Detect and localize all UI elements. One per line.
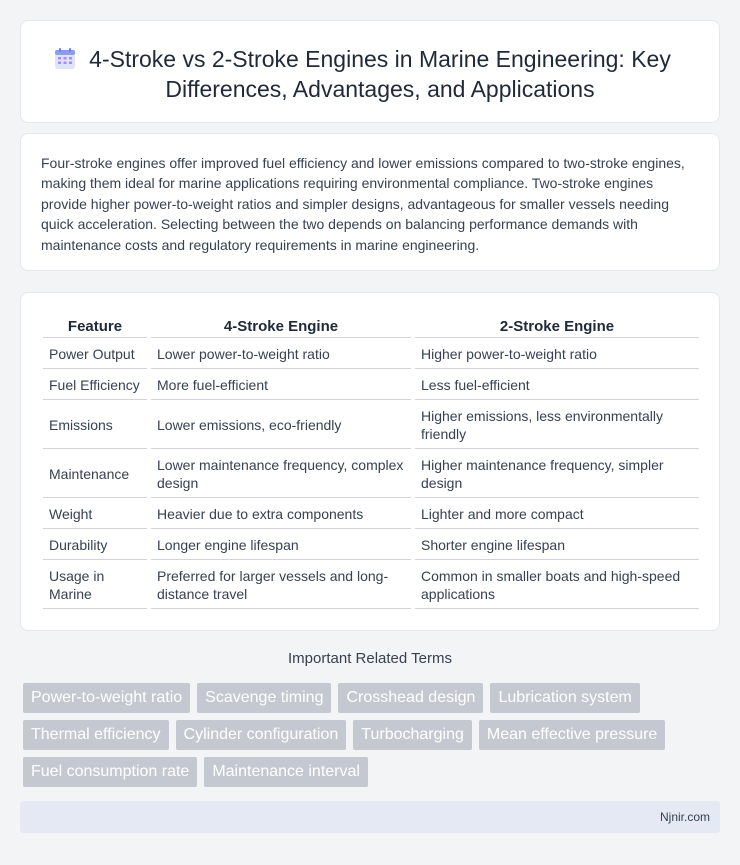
row-feature: Maintenance — [43, 449, 147, 498]
row-2-stroke: Higher maintenance frequency, simpler design — [415, 449, 699, 498]
related-terms-list — [23, 683, 713, 787]
row-2-stroke: Shorter engine lifespan — [415, 529, 699, 560]
related-terms-title: Important Related Terms — [288, 650, 452, 667]
table-row — [43, 369, 699, 400]
row-2-stroke: Common in smaller boats and high-speed applications — [415, 560, 699, 609]
row-4-stroke: Lower maintenance frequency, complex design — [151, 449, 411, 498]
row-feature: Weight — [43, 498, 147, 529]
row-2-stroke: Less fuel-efficient — [415, 369, 699, 400]
related-term-tag[interactable]: Power-to-weight ratio — [23, 683, 190, 713]
table-row — [43, 338, 699, 369]
related-term-tag[interactable]: Mean effective pressure — [479, 720, 665, 750]
table-row — [43, 529, 699, 560]
table-row — [43, 400, 699, 449]
row-feature: Fuel Efficiency — [43, 369, 147, 400]
related-term-tag[interactable]: Thermal efficiency — [23, 720, 169, 750]
row-4-stroke: Heavier due to extra components — [151, 498, 411, 529]
related-term-tag[interactable]: Turbocharging — [353, 720, 472, 750]
related-term-tag[interactable]: Crosshead design — [338, 683, 483, 713]
footer — [20, 801, 720, 833]
title-card — [20, 20, 720, 123]
row-2-stroke: Higher power-to-weight ratio — [415, 338, 699, 369]
row-2-stroke: Lighter and more compact — [415, 498, 699, 529]
table-row — [43, 560, 699, 609]
intro-card — [20, 133, 720, 271]
header-feature: Feature — [43, 314, 147, 338]
row-4-stroke: Lower emissions, eco-friendly — [151, 400, 411, 449]
page-title: 4-Stroke vs 2-Stroke Engines in Marine Engineering: Key Differences, Advantages, and Applications — [89, 46, 671, 102]
table-header-row — [43, 314, 699, 338]
row-4-stroke: Longer engine lifespan — [151, 529, 411, 560]
row-4-stroke: Lower power-to-weight ratio — [151, 338, 411, 369]
related-term-tag[interactable]: Fuel consumption rate — [23, 757, 197, 787]
row-feature: Power Output — [43, 338, 147, 369]
row-feature: Durability — [43, 529, 147, 560]
related-term-tag[interactable]: Cylinder configuration — [176, 720, 347, 750]
intro-text: Four-stroke engines offer improved fuel efficiency and lower emissions compared to two-stroke engines, making them ideal for marine applications requiring environmental compliance. Two-stroke engines provide higher power-to-weight ratios and simpler designs, advantageous for smaller vessels needing quick acceleration. Selecting between the two depends on balancing performance demands with maintenance costs and regulatory requirements in marine engineering. — [41, 155, 685, 253]
comparison-table — [43, 314, 699, 609]
table-row — [43, 498, 699, 529]
row-feature: Usage in Marine — [43, 560, 147, 609]
related-term-tag[interactable]: Maintenance interval — [204, 757, 368, 787]
header-4-stroke: 4-Stroke Engine — [151, 314, 411, 338]
footer-site[interactable]: Njnir.com — [659, 810, 710, 824]
related-term-tag[interactable]: Scavenge timing — [197, 683, 331, 713]
row-2-stroke: Higher emissions, less environmentally friendly — [415, 400, 699, 449]
row-4-stroke: Preferred for larger vessels and long-distance travel — [151, 560, 411, 609]
row-4-stroke: More fuel-efficient — [151, 369, 411, 400]
comparison-table-card — [20, 292, 720, 631]
related-term-tag[interactable]: Lubrication system — [490, 683, 639, 713]
row-feature: Emissions — [43, 400, 147, 449]
table-row — [43, 449, 699, 498]
header-2-stroke: 2-Stroke Engine — [415, 314, 699, 338]
